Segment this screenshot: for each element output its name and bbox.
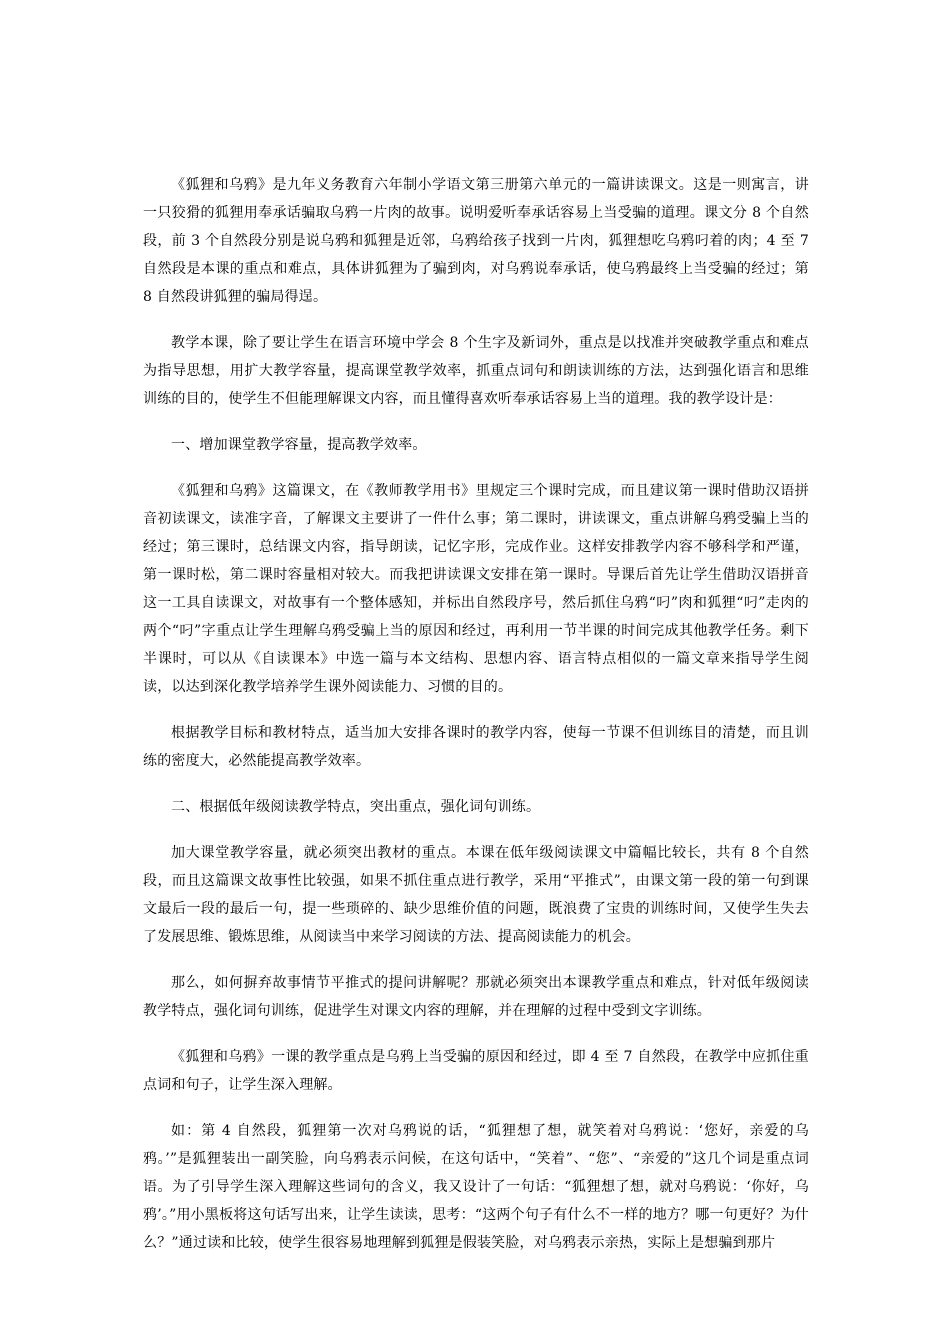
paragraph-focus: 加大课堂教学容量，就必须突出教材的重点。本课在低年级阅读课文中篇幅比较长，共有 8 个自然段，而且这篇课文故事性比较强，如果不抓住重点进行教学，采用“平推式”，由课文第一段的第一句到课文最后一段的最后一句，提一些琐碎的、缺少思维价值的问题，既浪费了宝贵的训练时间，又使学生失去了发展思维、锻炼思维，从阅读当中来学习阅读的方法、提高阅读能力的机会。: [143, 845, 809, 945]
document-page: [143, 171, 809, 1275]
section-heading-one: 一、增加课堂教学容量，提高教学效率。: [171, 437, 427, 453]
paragraph-key-points: 《狐狸和乌鸦》一课的教学重点是乌鸦上当受骗的原因和经过，即 4 至 7 自然段，在教学中应抓住重点词和句子，让学生深入理解。: [143, 1049, 809, 1093]
paragraph-intro: 《狐狸和乌鸦》是九年义务教育六年制小学语文第三册第六单元的一篇讲读课文。这是一则寓言，讲一只狡猾的狐狸用奉承话骗取乌鸦一片肉的故事。说明爱听奉承话容易上当受骗的道理。课文分 8 个自然段，前 3 个自然段分别是说乌鸦和狐狸是近邻，乌鸦给孩子找到一片肉，狐狸想吃乌鸦叼着的肉；4 至 7 自然段是本课的重点和难点，具体讲狐狸为了骗到肉，对乌鸦说奉承话，使乌鸦最终上当受骗的经过；第 8 自然段讲狐狸的骗局得逞。: [143, 177, 809, 305]
paragraph-example: 如：第 4 自然段，狐狸第一次对乌鸦说的话，“狐狸想了想，就笑着对乌鸦说：‘您好，亲爱的乌鸦。’”是狐狸装出一副笑脸，向乌鸦表示问候，在这句话中，“笑着”、“您”、“亲爱的”这几个词是重点词语。为了引导学生深入理解这些词句的含义，我又设计了一句话：“狐狸想了想，就对乌鸦说：‘你好，乌鸦’。”用小黑板将这句话写出来，让学生读读，思考：“这两个句子有什么不一样的地方？哪一句更好？为什么？”通过读和比较，使学生很容易地理解到狐狸是假装笑脸，对乌鸦表示亲热，实际上是想骗到那片: [143, 1123, 809, 1251]
section-heading-two: 二、根据低年级阅读教学特点，突出重点，强化词句训练。: [171, 799, 541, 815]
paragraph-question: 那么，如何摒弃故事情节平推式的提问讲解呢？那就必须突出本课教学重点和难点，针对低年级阅读教学特点，强化词句训练，促进学生对课文内容的理解，并在理解的过程中受到文字训练。: [143, 975, 809, 1019]
paragraph-efficiency: 根据教学目标和教材特点，适当加大安排各课时的教学内容，使每一节课不但训练目的清楚，而且训练的密度大，必然能提高教学效率。: [143, 725, 809, 769]
paragraph-lesson-plan: 《狐狸和乌鸦》这篇课文，在《教师教学用书》里规定三个课时完成，而且建议第一课时借助汉语拼音初读课文，读准字音，了解课文主要讲了一件什么事；第二课时，讲读课文，重点讲解乌鸦受骗上当的经过；第三课时，总结课文内容，指导朗读，记忆字形，完成作业。这样安排教学内容不够科学和严谨，第一课时松，第二课时容量相对较大。而我把讲读课文安排在第一课时。导课后首先让学生借助汉语拼音这一工具自读课文，对故事有一个整体感知，并标出自然段序号，然后抓住乌鸦“叼”肉和狐狸“叼”走肉的两个“叼”字重点让学生理解乌鸦受骗上当的原因和经过，再利用一节半课的时间完成其他教学任务。剩下半课时，可以从《自读课本》中选一篇与本文结构、思想内容、语言特点相似的一篇文章来指导学生阅读，以达到深化教学培养学生课外阅读能力、习惯的目的。: [143, 483, 809, 695]
paragraph-teaching-goal: 教学本课，除了要让学生在语言环境中学会 8 个生字及新词外，重点是以找准并突破教学重点和难点为指导思想，用扩大教学容量，提高课堂教学效率，抓重点词句和朗读训练的方法，达到强化语言和思维训练的目的，使学生不但能理解课文内容，而且懂得喜欢听奉承话容易上当的道理。我的教学设计是：: [143, 335, 809, 407]
